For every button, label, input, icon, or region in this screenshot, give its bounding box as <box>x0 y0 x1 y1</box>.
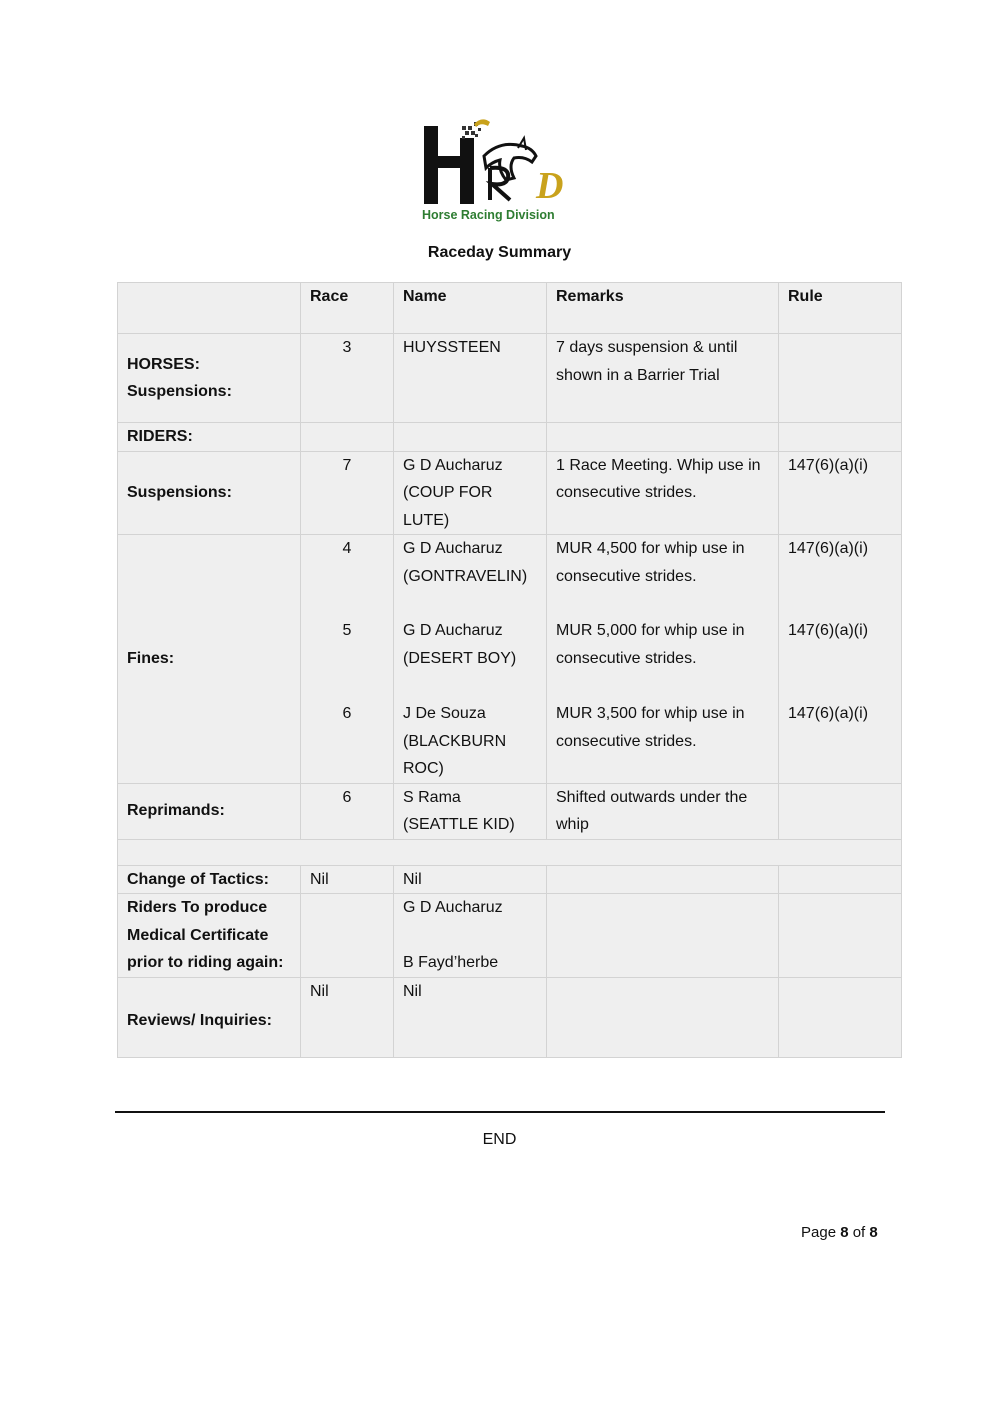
table-row-reviews <box>118 977 902 1057</box>
table-header-row <box>118 283 902 334</box>
fine-rule-1: 147(6)(a)(i) <box>788 540 869 557</box>
fine-race-2: 5 <box>342 622 352 639</box>
fine-remarks-3: MUR 3,500 for whip use in consecutive strides. <box>556 705 745 750</box>
empty-cell <box>779 423 902 452</box>
page-current: 8 <box>840 1224 849 1241</box>
race-cell: Nil <box>301 865 394 894</box>
table-row-change-of-tactics <box>118 865 902 894</box>
header-cell-rule: Rule <box>779 283 902 334</box>
table-row-medical-certificate <box>118 894 902 978</box>
race-cell: 6 <box>301 783 394 839</box>
race-cell: Nil <box>301 977 394 1057</box>
medical-certificate-label: Riders To produce Medical Certificate prior to riding again: <box>118 894 301 978</box>
empty-cell <box>779 977 902 1057</box>
remarks-cell: 7 days suspension & until shown in a Barrier Trial <box>547 334 779 423</box>
empty-cell <box>301 423 394 452</box>
remarks-cell <box>547 535 779 784</box>
header-cell-category <box>118 283 301 334</box>
medical-name-2: B Fayd’herbe <box>403 954 499 971</box>
empty-cell <box>547 977 779 1057</box>
medical-name-1: G D Aucharuz <box>403 899 503 916</box>
fine-rule-3: 147(6)(a)(i) <box>788 705 869 722</box>
name-cell: G D Aucharuz (COUP FOR LUTE) <box>394 451 547 535</box>
fines-label: Fines: <box>118 535 301 784</box>
rule-cell <box>779 783 902 839</box>
fine-name-2: G D Aucharuz (DESERT BOY) <box>403 622 517 667</box>
name-cell: S Rama (SEATTLE KID) <box>394 783 547 839</box>
remarks-cell: Shifted outwards under the whip <box>547 783 779 839</box>
empty-cell <box>547 894 779 978</box>
rule-cell: 147(6)(a)(i) <box>779 451 902 535</box>
page-total: 8 <box>869 1224 878 1241</box>
empty-cell <box>547 865 779 894</box>
hrd-logo-mark <box>418 116 583 211</box>
empty-cell <box>301 894 394 978</box>
change-of-tactics-label: Change of Tactics: <box>118 865 301 894</box>
header-cell-remarks: Remarks <box>547 283 779 334</box>
page-prefix: Page <box>801 1224 841 1241</box>
fine-race-1: 4 <box>342 540 352 557</box>
name-cell: Nil <box>394 977 547 1057</box>
name-cell: Nil <box>394 865 547 894</box>
remarks-cell: 1 Race Meeting. Whip use in consecutive strides. <box>547 451 779 535</box>
fine-race-3: 6 <box>342 705 352 722</box>
page-number <box>801 1224 878 1241</box>
logo-caption: Horse Racing Division <box>422 208 555 222</box>
name-cell <box>394 535 547 784</box>
fine-remarks-1: MUR 4,500 for whip use in consecutive strides. <box>556 540 745 585</box>
horses-label-line1: HORSES: <box>127 355 200 373</box>
riders-label: RIDERS: <box>118 423 301 452</box>
name-cell <box>394 894 547 978</box>
table-row-suspensions <box>118 451 902 535</box>
horses-label <box>118 334 301 423</box>
spacer-cell <box>118 839 902 865</box>
table-row-spacer <box>118 839 902 865</box>
page-title: Raceday Summary <box>427 244 572 261</box>
hrd-logo <box>418 116 583 228</box>
table-row-reprimands <box>118 783 902 839</box>
fine-rule-2: 147(6)(a)(i) <box>788 622 869 639</box>
raceday-summary-table <box>117 282 902 1058</box>
reviews-label: Reviews/ Inquiries: <box>118 977 301 1057</box>
empty-cell <box>547 423 779 452</box>
table-row-riders <box>118 423 902 452</box>
page-of: of <box>848 1224 870 1241</box>
suspensions-label: Suspensions: <box>118 451 301 535</box>
empty-cell <box>779 865 902 894</box>
fine-remarks-2: MUR 5,000 for whip use in consecutive strides. <box>556 622 745 667</box>
svg-text:D: D <box>536 165 564 207</box>
horses-label-line2: Suspensions: <box>127 383 232 400</box>
rule-cell <box>779 535 902 784</box>
table-row-fines <box>118 535 902 784</box>
reprimands-label: Reprimands: <box>118 783 301 839</box>
table-row-horses <box>118 334 902 423</box>
fine-name-3: J De Souza (BLACKBURN ROC) <box>403 705 507 777</box>
race-cell: 3 <box>301 334 394 423</box>
empty-cell <box>394 423 547 452</box>
header-cell-race: Race <box>301 283 394 334</box>
rule-cell <box>779 334 902 423</box>
fine-name-1: G D Aucharuz (GONTRAVELIN) <box>403 540 528 585</box>
race-cell <box>301 535 394 784</box>
end-text: END <box>482 1131 517 1148</box>
end-divider <box>115 1111 885 1113</box>
race-cell: 7 <box>301 451 394 535</box>
header-cell-name: Name <box>394 283 547 334</box>
empty-cell <box>779 894 902 978</box>
name-cell: HUYSSTEEN <box>394 334 547 423</box>
